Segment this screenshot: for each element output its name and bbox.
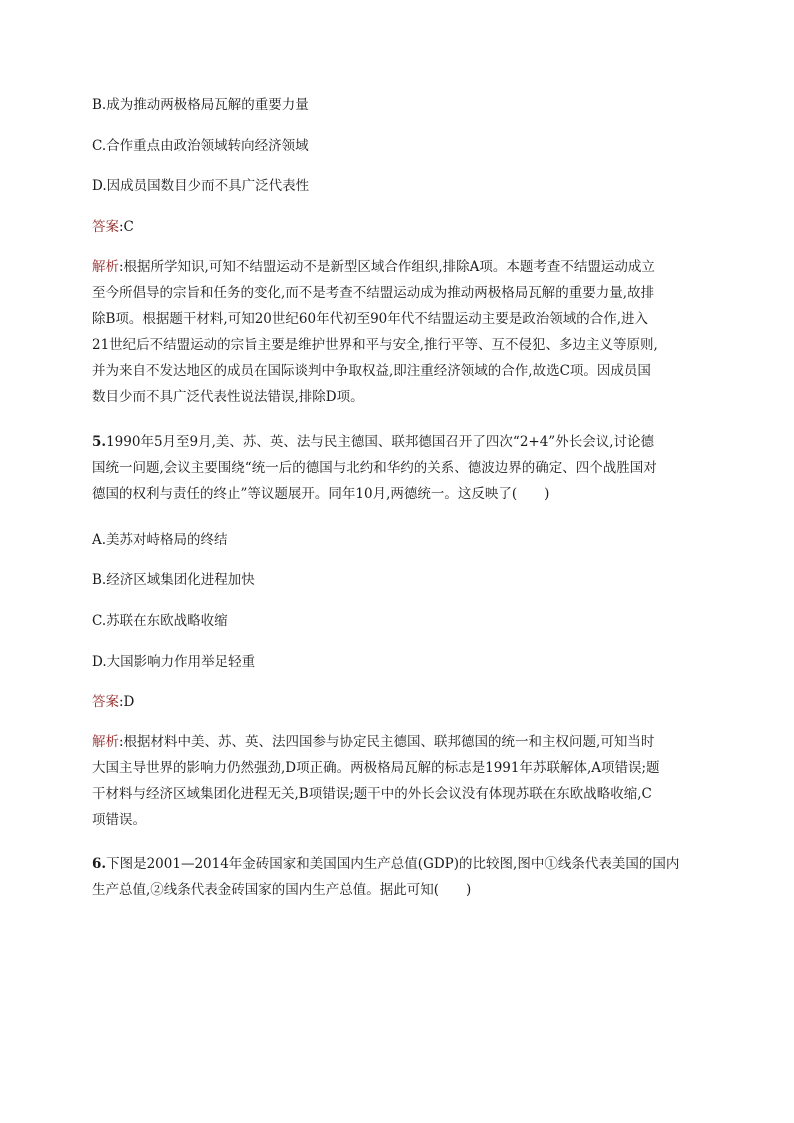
q5-option-d: D.大国影响力作用举足轻重 (92, 654, 256, 670)
q5-analysis (92, 729, 702, 833)
q5-analysis-line: 干材料与经济区域集团化进程无关,B项错误;题干中的外长会议没有体现苏联在东欧战略收缩,C (92, 786, 652, 802)
q4-analysis-line: 解析:根据所学知识,可知不结盟运动不是新型区域合作组织,排除A项。本题考查不结盟运动成立 (92, 259, 655, 275)
q5-analysis-line: 项错误。 (92, 812, 146, 828)
q4-option-c: C.合作重点由政治领域转向经济领域 (92, 138, 309, 154)
q4-analysis (92, 254, 702, 410)
q4-analysis-line: 数目少而不具广泛代表性说法错误,排除D项。 (92, 389, 364, 405)
q5-stem-line: 德国的权利与责任的终止”等议题展开。同年10月,两德统一。这反映了( ) (92, 486, 550, 502)
q5-analysis-line: 解析:根据材料中美、苏、英、法四国参与协定民主德国、联邦德国的统一和主权问题,可知当时 (92, 734, 655, 750)
q4-analysis-line: 除B项。根据题干材料,可知20世纪60年代初至90年代不结盟运动主要是政治领域的合作,进入 (92, 311, 649, 327)
q5-analysis-line: 大国主导世界的影响力仍然强劲,D项正确。两极格局瓦解的标志是1991年苏联解体,A项错误;题 (92, 760, 660, 776)
q4-option-d: D.因成员国数目少而不具广泛代表性 (92, 178, 310, 194)
q5-option-a: A.美苏对峙格局的终结 (92, 532, 228, 548)
q5-option-c: C.苏联在东欧战略收缩 (92, 613, 228, 629)
q4-answer-value: :C (119, 219, 134, 235)
q4-answer (92, 217, 134, 237)
q4-answer-label: 答案 (92, 219, 119, 235)
q4-analysis-line: 并为来自不发达地区的成员在国际谈判中争取权益,即注重经济领域的合作,故选C项。因成员国 (92, 363, 651, 379)
q5-stem-line: 国统一问题,会议主要围绕“统一后的德国与北约和华约的关系、德波边界的确定、四个战胜国对 (92, 460, 657, 476)
q5-stem (92, 429, 702, 507)
q5-answer (92, 692, 134, 712)
q5-stem-line: 5.1990年5月至9月,美、苏、英、法与民主德国、联邦德国召开了四次“2+4”外长会议,讨论德 (92, 434, 655, 450)
q5-analysis-label: 解析 (92, 734, 119, 750)
q6-number: 6. (92, 856, 107, 872)
q4-analysis-line: 至今所倡导的宗旨和任务的变化,而不是考查不结盟运动成为推动两极格局瓦解的重要力量,故排 (92, 285, 655, 301)
q5-option-b: B.经济区域集团化进程加快 (92, 572, 255, 588)
q5-number: 5. (92, 434, 107, 450)
q4-analysis-label: 解析 (92, 259, 119, 275)
q6-stem (92, 851, 702, 903)
q4-option-b: B.成为推动两极格局瓦解的重要力量 (92, 97, 309, 113)
q5-answer-value: :D (119, 694, 135, 710)
q5-answer-label: 答案 (92, 694, 119, 710)
q4-analysis-line: 21世纪后不结盟运动的宗旨主要是维护世界和平与安全,推行平等、互不侵犯、多边主义等原则, (92, 337, 658, 353)
q6-stem-line: 6.下图是2001—2014年金砖国家和美国国内生产总值(GDP)的比较图,图中①线条代表美国的国内 (92, 856, 680, 872)
q6-stem-line: 生产总值,②线条代表金砖国家的国内生产总值。据此可知( ) (92, 882, 472, 898)
document-page (92, 0, 704, 1123)
